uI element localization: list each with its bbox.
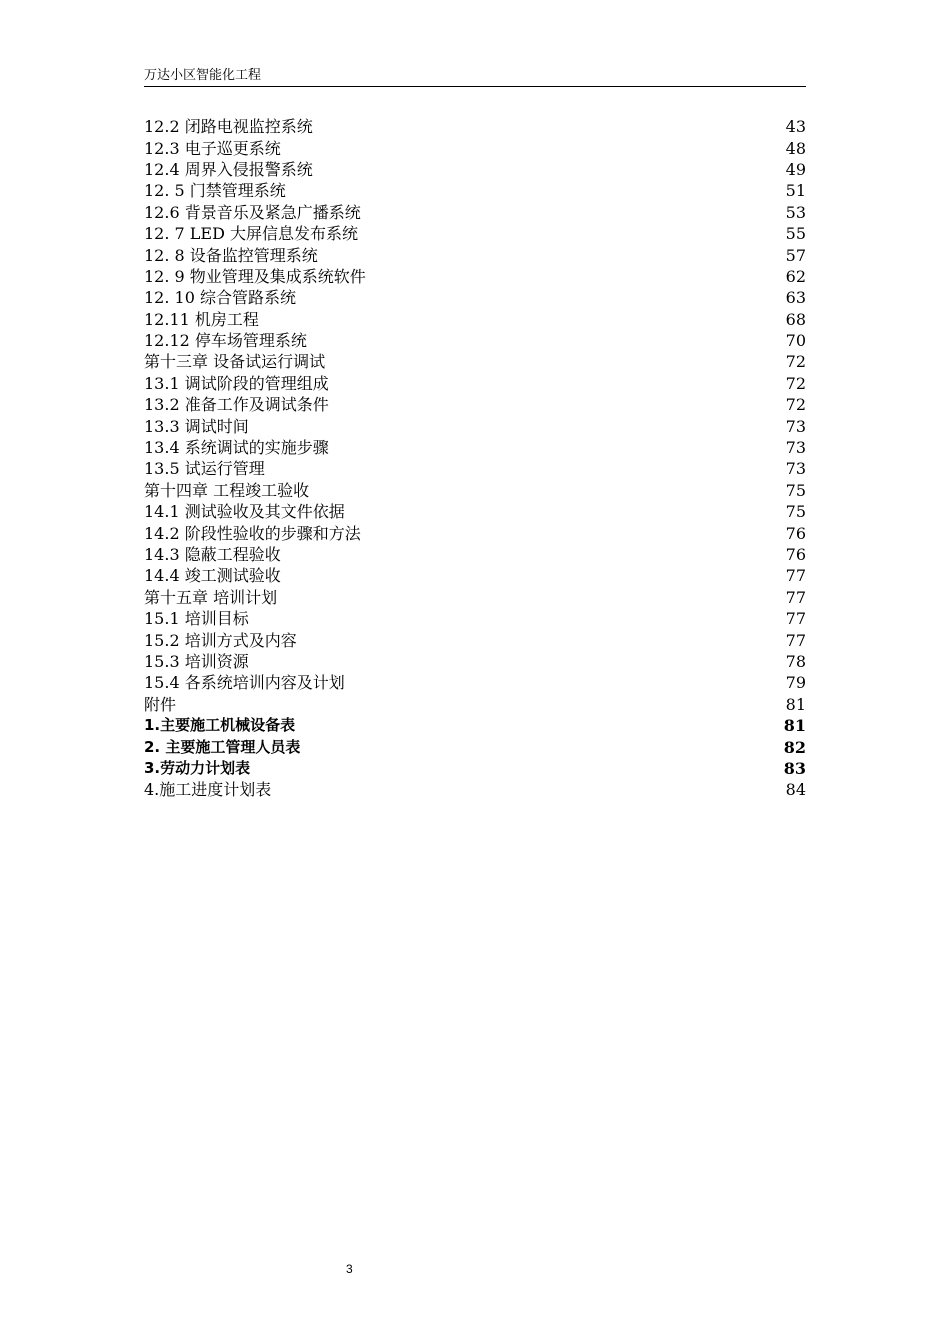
toc-entry[interactable] <box>144 287 806 308</box>
toc-entry[interactable] <box>144 736 806 757</box>
toc-entry-page: 77 <box>785 587 806 607</box>
toc-entry-title: 4.施工进度计划表 <box>144 780 272 800</box>
toc-entry-page: 76 <box>785 523 806 543</box>
toc-entry-page: 83 <box>783 758 806 778</box>
toc-entry[interactable] <box>144 608 806 629</box>
toc-entry-title: 12.12 停车场管理系统 <box>144 331 307 351</box>
toc-entry-title: 13.2 准备工作及调试条件 <box>144 395 329 415</box>
toc-entry[interactable] <box>144 522 806 543</box>
toc-entry[interactable] <box>144 651 806 672</box>
toc-entry-page: 43 <box>785 117 806 137</box>
toc-entry-title: 12.4 周界入侵报警系统 <box>144 159 313 179</box>
toc-entry-page: 72 <box>785 395 806 415</box>
toc-entry-page: 57 <box>785 245 806 265</box>
toc-entry-title: 14.4 竣工测试验收 <box>144 566 281 586</box>
toc-entry-title: 第十四章 工程竣工验收 <box>144 480 310 500</box>
toc-entry[interactable] <box>144 244 806 265</box>
toc-entry-page: 51 <box>785 181 806 201</box>
toc-entry-page: 63 <box>785 288 806 308</box>
toc-entry-page: 68 <box>785 309 806 329</box>
toc-entry-page: 79 <box>785 673 806 693</box>
toc-entry[interactable] <box>144 501 806 522</box>
header-title: 万达小区智能化工程 <box>144 68 262 83</box>
toc-entry-title: 15.2 培训方式及内容 <box>144 630 297 650</box>
toc-entry-title: 15.3 培训资源 <box>144 651 249 671</box>
toc-entry-page: 53 <box>785 202 806 222</box>
toc-entry[interactable] <box>144 458 806 479</box>
toc-entry[interactable] <box>144 116 806 137</box>
toc-entry[interactable] <box>144 266 806 287</box>
toc-entry-title: 15.1 培训目标 <box>144 609 249 629</box>
toc-entry-page: 75 <box>785 480 806 500</box>
toc-entry-title: 13.1 调试阶段的管理组成 <box>144 373 329 393</box>
toc-entry-title: 12.2 闭路电视监控系统 <box>144 117 313 137</box>
toc-entry[interactable] <box>144 415 806 436</box>
toc-entry[interactable] <box>144 394 806 415</box>
toc-entry-page: 78 <box>785 651 806 671</box>
toc-entry-page: 77 <box>785 630 806 650</box>
toc-entry[interactable] <box>144 351 806 372</box>
toc-entry-page: 73 <box>785 416 806 436</box>
toc-entry[interactable] <box>144 309 806 330</box>
toc-entry-title: 12. 9 物业管理及集成系统软件 <box>144 266 366 286</box>
toc-entry-page: 62 <box>785 266 806 286</box>
toc-entry-title: 14.1 测试验收及其文件依据 <box>144 502 345 522</box>
toc-entry-page: 73 <box>785 438 806 458</box>
toc-entry-page: 81 <box>783 716 806 736</box>
toc-entry[interactable] <box>144 180 806 201</box>
toc-entry[interactable] <box>144 480 806 501</box>
toc-entry-title: 3.劳动力计划表 <box>144 758 251 777</box>
toc-entry-page: 72 <box>785 352 806 372</box>
toc-entry-page: 48 <box>785 138 806 158</box>
toc-entry[interactable] <box>144 159 806 180</box>
toc-entry-title: 13.3 调试时间 <box>144 416 249 436</box>
toc-entry[interactable] <box>144 437 806 458</box>
toc-entry-title: 1.主要施工机械设备表 <box>144 716 296 735</box>
toc-entry-page: 49 <box>785 159 806 179</box>
toc-entry[interactable] <box>144 202 806 223</box>
toc-entry-page: 82 <box>783 737 806 757</box>
toc-entry-page: 73 <box>785 459 806 479</box>
toc-entry-title: 14.3 隐蔽工程验收 <box>144 545 281 564</box>
toc-entry-page: 81 <box>785 694 806 714</box>
toc-entry-page: 84 <box>785 780 806 800</box>
toc-entry-page: 70 <box>785 331 806 351</box>
toc-entry-page: 55 <box>785 224 806 244</box>
toc-entry-title: 12. 5 门禁管理系统 <box>144 181 286 201</box>
toc-entry-title: 2. 主要施工管理人员表 <box>144 737 301 756</box>
toc-entry[interactable] <box>144 587 806 608</box>
toc-entry-title: 12. 7 LED 大屏信息发布系统 <box>144 224 359 244</box>
toc-entry-title: 12.11 机房工程 <box>144 309 259 329</box>
toc-entry-title: 12. 8 设备监控管理系统 <box>144 245 318 265</box>
toc-entry-page: 72 <box>785 373 806 393</box>
toc-entry-title: 12.6 背景音乐及紧急广播系统 <box>144 202 361 222</box>
toc-entry-title: 第十五章 培训计划 <box>144 587 278 607</box>
toc-entry[interactable] <box>144 758 806 779</box>
toc-entry[interactable] <box>144 672 806 693</box>
toc-entry[interactable] <box>144 330 806 351</box>
toc-entry[interactable] <box>144 223 806 244</box>
toc-entry[interactable] <box>144 715 806 736</box>
toc-entry-title: 附件 <box>144 694 177 714</box>
toc-entry-title: 13.5 试运行管理 <box>144 459 265 479</box>
toc-entry-title: 15.4 各系统培训内容及计划 <box>144 673 345 693</box>
page-header <box>144 66 806 87</box>
toc-entry[interactable] <box>144 544 806 565</box>
toc-entry[interactable] <box>144 373 806 394</box>
toc-entry-page: 77 <box>785 566 806 586</box>
toc-entry-page: 77 <box>785 609 806 629</box>
toc-entry-title: 12. 10 综合管路系统 <box>144 288 296 308</box>
toc-entry-page: 76 <box>785 545 806 564</box>
toc-entry-title: 13.4 系统调试的实施步骤 <box>144 438 329 458</box>
page-number: 3 <box>346 1262 353 1276</box>
toc-entry[interactable] <box>144 565 806 586</box>
toc-entry[interactable] <box>144 629 806 650</box>
toc-entry[interactable] <box>144 694 806 715</box>
toc-entry-title: 第十三章 设备试运行调试 <box>144 352 326 372</box>
toc-entry-title: 12.3 电子巡更系统 <box>144 138 281 158</box>
toc-entry[interactable] <box>144 779 806 800</box>
toc-entry-title: 14.2 阶段性验收的步骤和方法 <box>144 523 361 543</box>
toc-entry[interactable] <box>144 137 806 158</box>
table-of-contents <box>144 116 806 801</box>
toc-entry-page: 75 <box>785 502 806 522</box>
